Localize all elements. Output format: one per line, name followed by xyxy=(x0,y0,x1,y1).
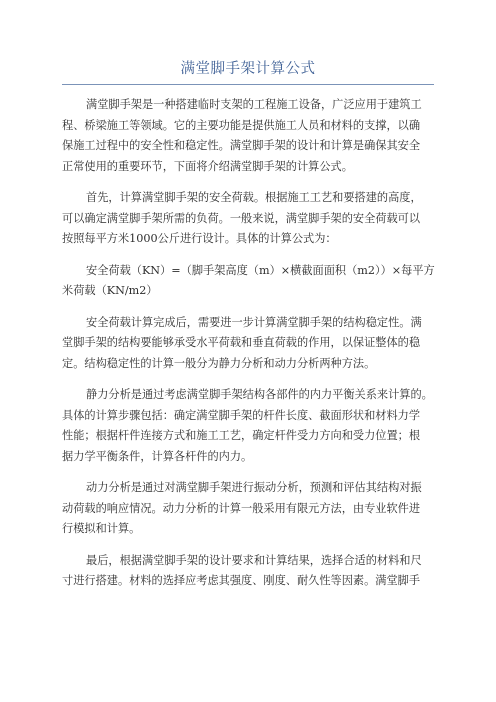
paragraph-line: 具体的计算步骤包括：确定满堂脚手架的杆件长度、截面形状和材料力学 xyxy=(62,408,421,422)
document-body xyxy=(62,95,436,603)
paragraph-line: 程、桥梁施工等领域。它的主要功能是提供施工人员和材料的支撑，以确 xyxy=(62,118,421,132)
paragraph-intro xyxy=(62,95,436,177)
paragraph-static-analysis xyxy=(62,385,436,467)
paragraph-line: 可以确定满堂脚手架所需的负荷。一般来说，满堂脚手架的安全荷载可以 xyxy=(62,211,421,225)
paragraph-line: 动荷载的响应情况。动力分析的计算一般采用有限元方法，由专业软件进 xyxy=(62,501,421,515)
paragraph-line: 静力分析是通过考虑满堂脚手架结构各部件的内力平衡关系来计算的。 xyxy=(86,388,433,401)
paragraph-line: 首先，计算满堂脚手架的安全荷载。根据施工工艺和要搭建的高度， xyxy=(86,191,422,204)
paragraph-line: 安全荷载计算完成后，需要进一步计算满堂脚手架的结构稳定性。满 xyxy=(86,315,422,329)
paragraph-line: 按照每平方米1000公斤进行设计。具体的计算公式为： xyxy=(62,232,337,245)
paragraph-line: 性能；根据杆件连接方式和施工工艺，确定杆件受力方向和受力位置；根 xyxy=(62,429,421,442)
paragraph-line: 堂脚手架的结构要能够承受水平荷载和垂直荷载的作用，以保证整体的稳 xyxy=(62,336,421,349)
paragraph-line: 寸进行搭建。材料的选择应考虑其强度、刚度、耐久性等因素。满堂脚手 xyxy=(62,574,421,587)
paragraph-line: 正常使用的重要环节，下面将介绍满堂脚手架的计算公式。 xyxy=(62,159,353,173)
paragraph-stability xyxy=(62,313,436,375)
paragraph-line: 最后，根据满堂脚手架的设计要求和计算结果，选择合适的材料和尺 xyxy=(86,553,422,567)
paragraph-dynamic-analysis xyxy=(62,478,436,540)
paragraph-formula xyxy=(62,261,436,302)
paragraph-line: 据力学平衡条件，计算各杆件的内力。 xyxy=(62,449,253,463)
document-title: 满堂脚手架计算公式 xyxy=(180,61,316,77)
paragraph-conclusion xyxy=(62,551,436,592)
paragraph-line: 定。结构稳定性的计算一般分为静力分析和动力分析两种方法。 xyxy=(62,356,376,370)
paragraph-line: 满堂脚手架是一种搭建临时支架的工程施工设备，广泛应用于建筑工 xyxy=(86,98,422,111)
formula-line: 米荷载（KN/m2） xyxy=(62,284,158,297)
paragraph-line: 保施工过程中的安全性和稳定性。满堂脚手架的设计和计算是确保其安全 xyxy=(62,139,421,152)
title-bar xyxy=(62,58,434,85)
paragraph-line: 行模拟和计算。 xyxy=(62,522,141,535)
paragraph-line: 动力分析是通过对满堂脚手架进行振动分析，预测和评估其结构对振 xyxy=(86,481,422,494)
formula-line: 安全荷载（KN）=（脚手架高度（m）×横截面面积（m2））×每平方 xyxy=(86,263,435,277)
paragraph-safety-load xyxy=(62,188,436,250)
